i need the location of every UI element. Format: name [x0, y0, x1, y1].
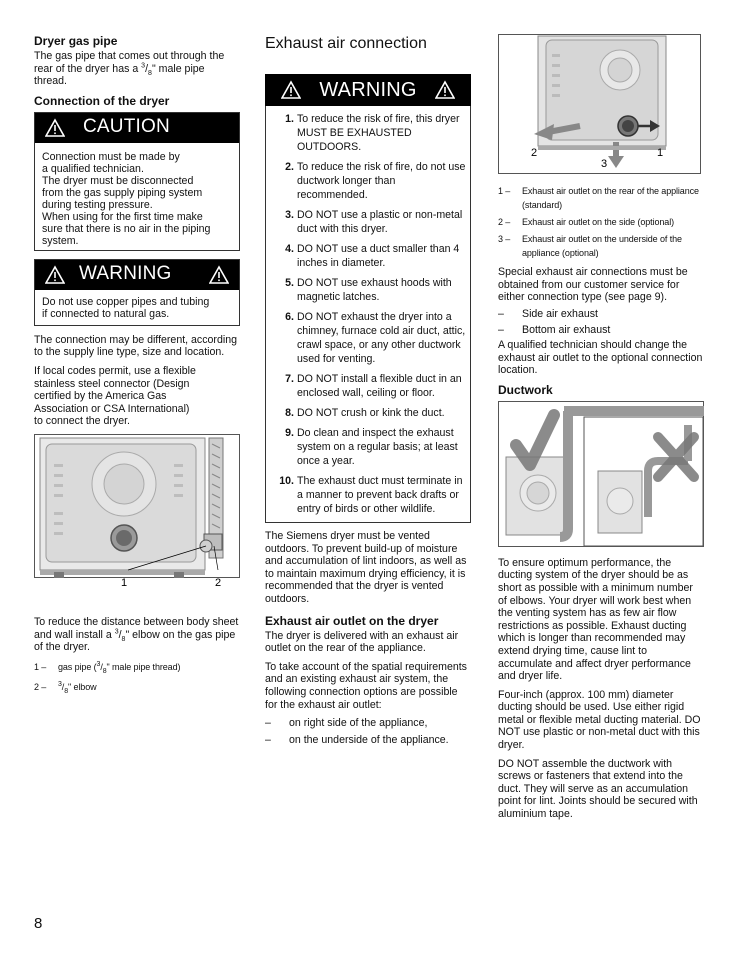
- warning-header-exhaust: [265, 74, 471, 106]
- list-item: – Bottom air exhaust: [498, 324, 611, 337]
- list-item: – on right side of the appliance,: [265, 717, 428, 730]
- warning-header-gas: [35, 260, 239, 290]
- list-item: 5. DO NOT use exhaust hoods with magnetic latches.: [285, 277, 452, 303]
- list-item: 2. To reduce the risk of fire, do not use ductwork longer than recommended.: [285, 161, 466, 201]
- column-right: [498, 34, 704, 827]
- para-connection-different: The connection may be different, according to the supply line type, size and location.: [34, 333, 237, 359]
- list-item: 10. The exhaust duct must terminate in a manner to prevent back drafts or entry of birds or other wildlife.: [279, 475, 463, 515]
- warning-triangle-icon: [45, 265, 65, 285]
- warning-label: WARNING: [319, 78, 417, 101]
- column-middle: [265, 34, 471, 748]
- para-optimum-performance: To ensure optimum performance, the ducting system of the dryer should be as short as possible with a minimum number of elbows. Your dryer will work best when the venting system has as few air flow restrictions as possible. Exhaust ducting which is longer than recommended may extend drying time, cause lint to accumulate and affect dryer performance and dryer life.: [498, 556, 693, 683]
- heading-dryer-gas-pipe: Dryer gas pipe: [34, 34, 118, 48]
- para-special-connections: Special exhaust air connections must be obtained from our customer service for either connection type (see page 9).: [498, 266, 688, 304]
- caption-list: [498, 184, 704, 260]
- para-take-account: To take account of the spatial requirements and an existing exhaust air system, the following connection options are possible for the exhaust air outlet:: [265, 660, 467, 711]
- para-assemble-ductwork: DO NOT assemble the ductwork with screws or fasteners that extend into the duct. They will serve as an accumulation point for lint. Joints should be secured with aluminium tape.: [498, 757, 698, 821]
- warning-triangle-icon: [45, 118, 65, 138]
- caption-outlet-side: 2 – Exhaust air outlet on the side (optional): [498, 217, 674, 227]
- list-item: – on the underside of the appliance.: [265, 733, 449, 746]
- exhaust-outlet-illustration: [498, 34, 701, 174]
- list-item: 1. To reduce the risk of fire, this dryer MUST BE EXHAUSTED OUTDOORS.: [285, 113, 460, 153]
- caption-elbow: 2 – $^3/_8$" elbow: [34, 680, 97, 695]
- caption-outlet-rear: 1 – Exhaust air outlet on the rear of the appliance (standard): [498, 186, 699, 210]
- list-item: 4. DO NOT use a duct smaller than 4 inches in diameter.: [285, 243, 460, 269]
- caption-outlet-underside: 3 – Exhaust air outlet on the underside of the appliance (optional): [498, 234, 682, 258]
- caution-header: [35, 113, 239, 143]
- list-item: 9. Do clean and inspect the exhaust system on a regular basis; at least once a year.: [285, 427, 458, 467]
- para-reduce-distance: To reduce the distance between body sheet and wall install a $^3/_8$" elbow on the gas pipe of the dryer.: [34, 615, 239, 654]
- list-item: 8. DO NOT crush or kink the duct.: [285, 407, 445, 419]
- para-qualified-technician: A qualified technician should change the exhaust air outlet to the optional connection location.: [498, 338, 703, 377]
- column-left: [34, 34, 240, 697]
- list-item: – Side air exhaust: [498, 307, 598, 320]
- para-delivered: The dryer is delivered with an exhaust air outlet on the rear of the appliance.: [265, 629, 459, 655]
- exhaust-warning-list: [265, 106, 471, 523]
- heading-exhaust-air-connection: Exhaust air connection: [265, 35, 427, 52]
- warning-triangle-icon: [209, 265, 229, 285]
- caption-gas-pipe: 1 – gas pipe ($^3/_8$" male pipe thread): [34, 660, 181, 675]
- warning-label: WARNING: [79, 263, 172, 285]
- list-item: 7. DO NOT install a flexible duct in an enclosed wall, ceiling or floor.: [285, 373, 462, 399]
- para-gas-pipe: The gas pipe that comes out through the rear of the dryer has a $^3/_8$" male pipe thread.: [34, 50, 225, 88]
- caution-label: CAUTION: [83, 116, 170, 138]
- warning-triangle-icon: [435, 80, 455, 100]
- list-item: 6. DO NOT exhaust the dryer into a chimney, furnace cold air duct, attic, crawl space, or any other ductwork used for venting.: [285, 311, 466, 365]
- fig-label-2: 2: [530, 147, 538, 159]
- fig-label-1: 1: [656, 147, 664, 159]
- heading-exhaust-outlet: Exhaust air outlet on the dryer: [265, 613, 439, 628]
- figure-exhaust-outlets: [498, 34, 701, 174]
- figure-ductwork: [498, 401, 704, 547]
- warning-box-gas: [34, 259, 240, 326]
- para-local-codes: If local codes permit, use a flexible stainless steel connector (Design certified by the America Gas Association or CSA International) to connect the dryer.: [34, 364, 196, 428]
- heading-connection-of-dryer: Connection of the dryer: [34, 93, 170, 108]
- warning-gas-text: Do not use copper pipes and tubing if connected to natural gas.: [42, 295, 210, 320]
- para-four-inch: Four-inch (approx. 100 mm) diameter ducting should be used. Use either rigid metal or flexible metal ducting material. DO NOT use plastic or non-metal duct with this dryer.: [498, 688, 701, 752]
- caution-box: [34, 112, 240, 251]
- warning-triangle-icon: [281, 80, 301, 100]
- caution-text: Connection must be made by a qualified technician. The dryer must be disconnected from the gas supply piping system during testing pressure. When using for the first time make sure that there is no air in the piping system.: [42, 150, 211, 247]
- gas-connection-illustration: [34, 434, 240, 594]
- page-number: 8: [34, 915, 43, 932]
- heading-ductwork: Ductwork: [498, 382, 553, 397]
- fig-label-1: 1: [120, 576, 128, 589]
- fig-label-3: 3: [600, 158, 608, 170]
- ductwork-illustration: [498, 401, 704, 547]
- fig-label-2: 2: [214, 576, 222, 589]
- para-vented-outdoors: The Siemens dryer must be vented outdoors. To prevent build-up of moisture and accumulation of lint indoors, as well as to maintain maximum drying efficiency, it is recommended that the dryer is vented outdoors.: [265, 530, 467, 605]
- list-item: 3. DO NOT use a plastic or non-metal duct with this dryer.: [285, 209, 463, 235]
- figure-gas-connection: [34, 434, 240, 594]
